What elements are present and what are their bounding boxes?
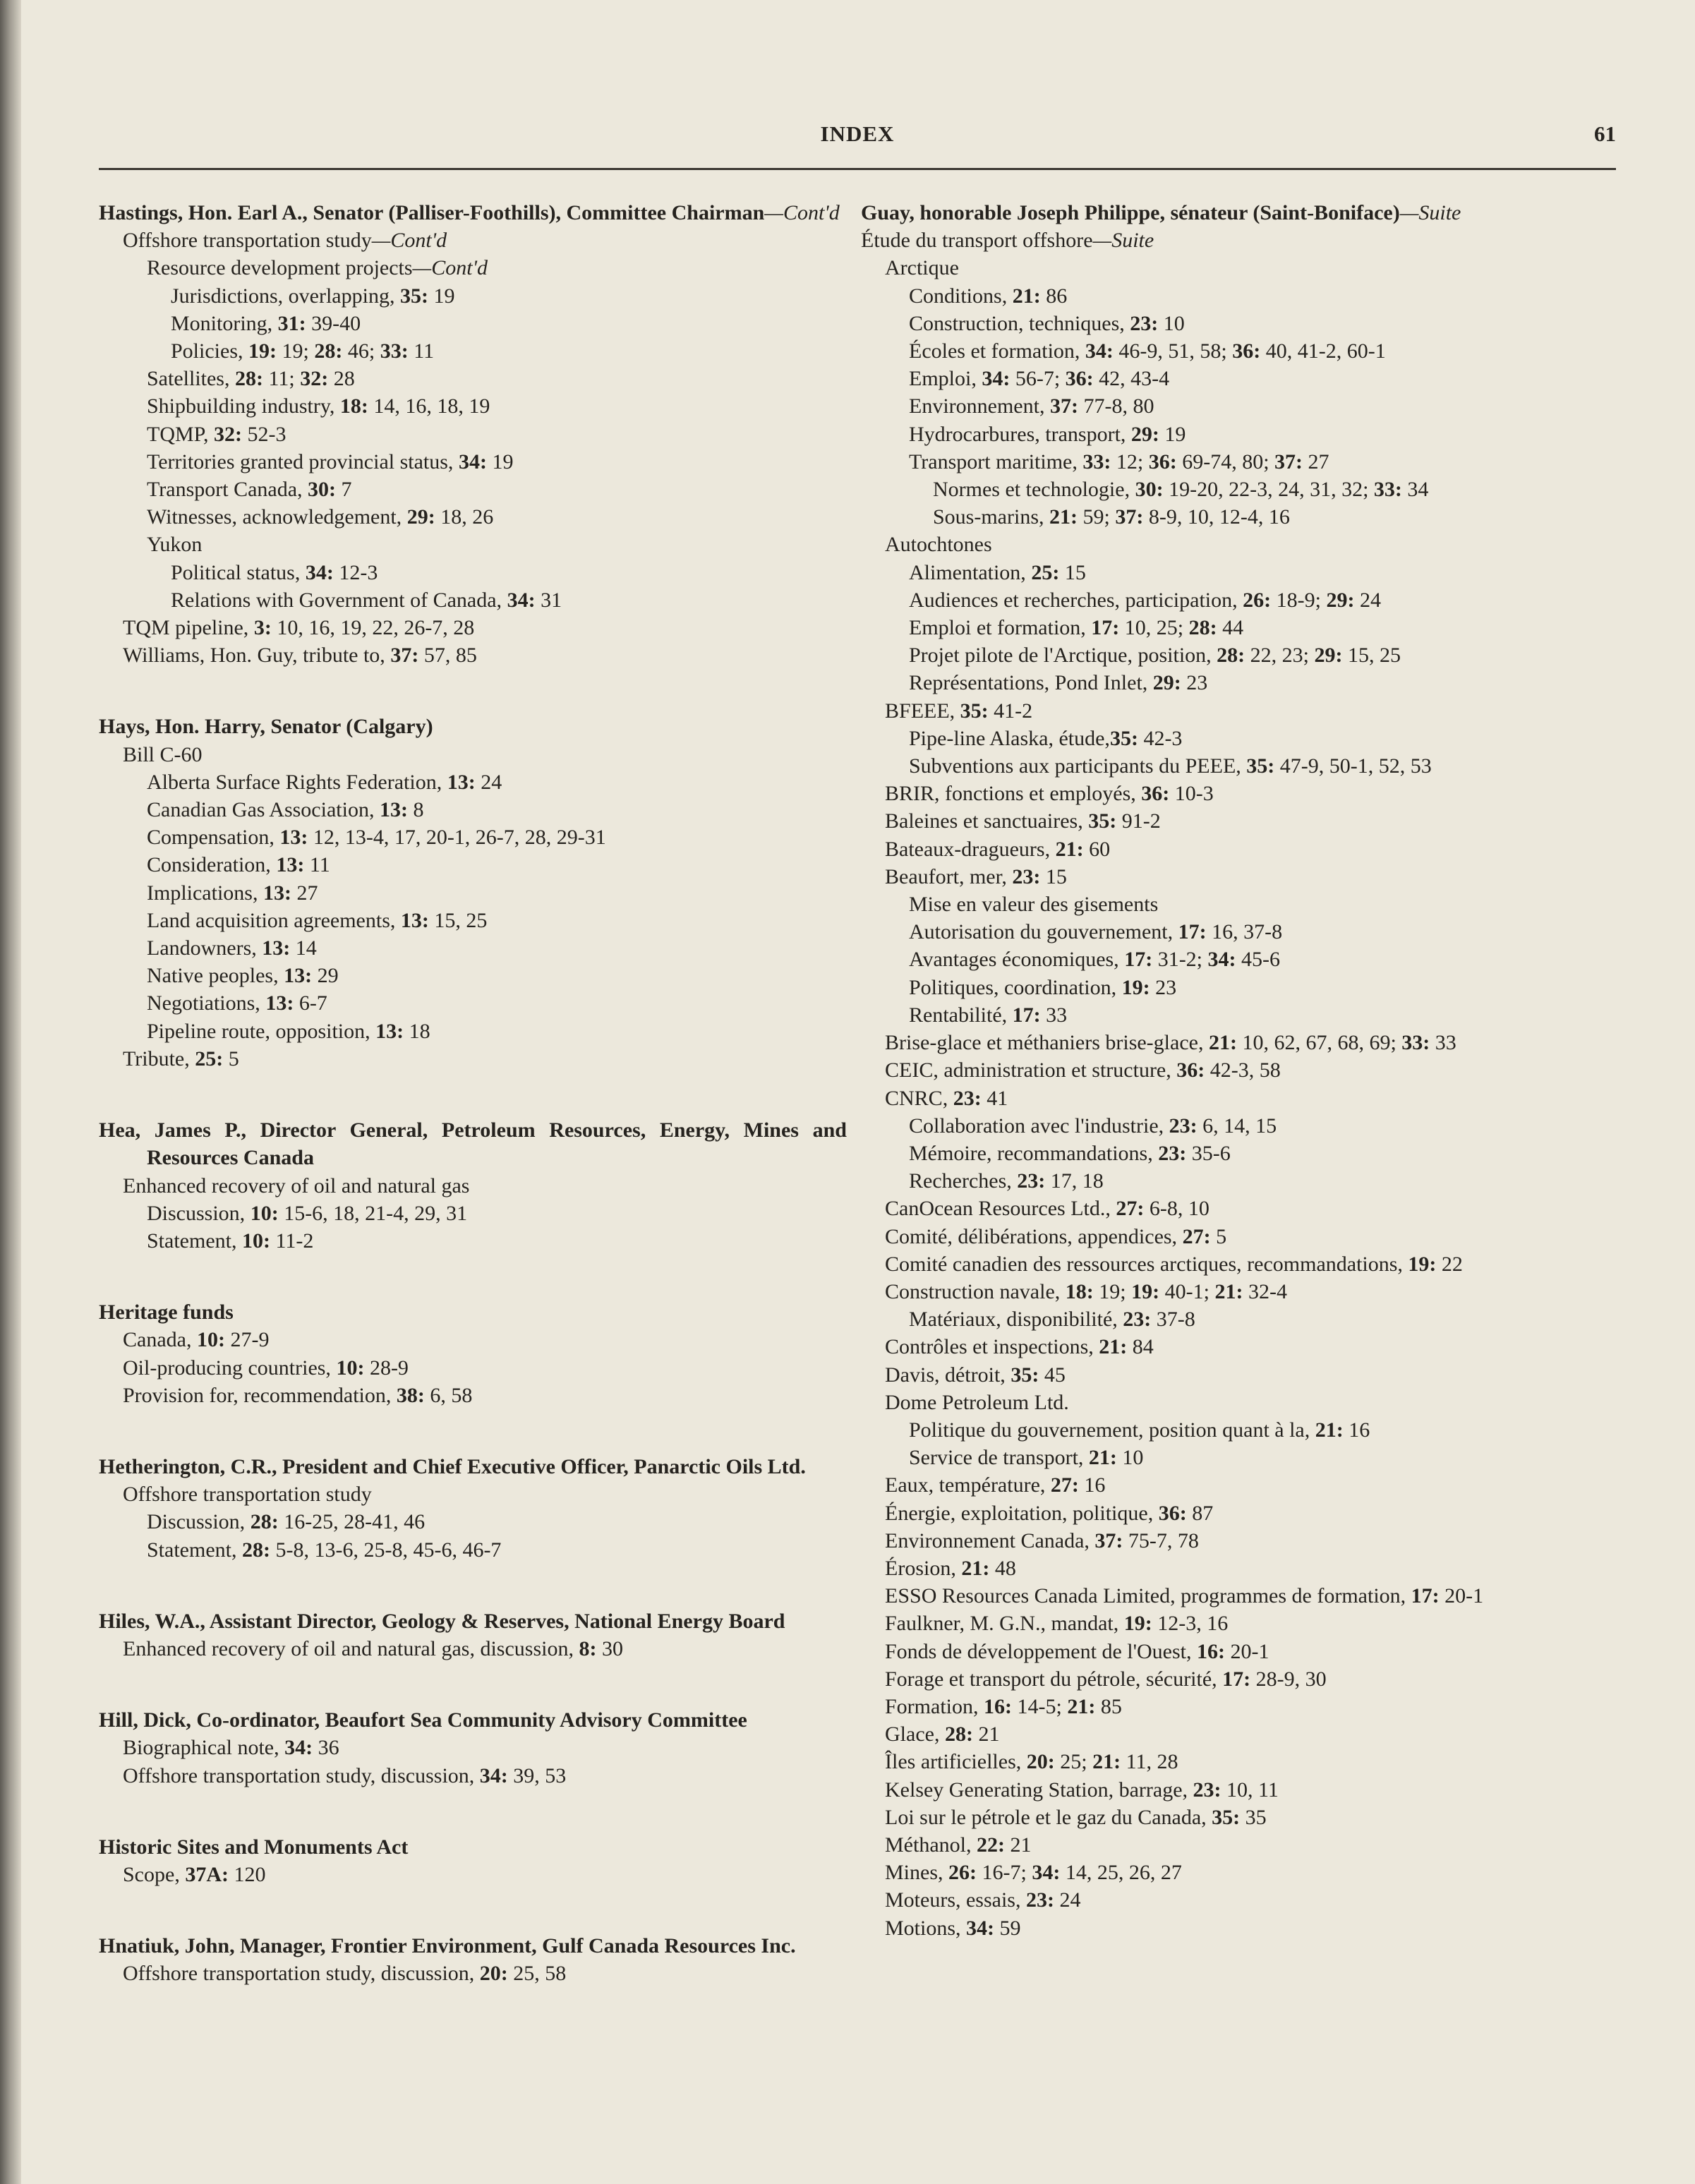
index-subentry: Subventions aux participants du PEEE, 35: 47-9, 50-1, 52, 53 <box>909 754 1432 778</box>
index-subentry: Alberta Surface Rights Federation, 13: 24 <box>147 770 502 794</box>
header-rule <box>99 168 1616 170</box>
page-title: INDEX <box>820 121 895 146</box>
index-entry-heading: Hiles, W.A., Assistant Director, Geology & Reserves, National Energy Board <box>99 1609 785 1633</box>
index-subentry: Sous-marins, 21: 59; 37: 8-9, 10, 12-4, 16 <box>933 505 1290 529</box>
index-entry <box>861 199 1623 1942</box>
index-subentry: Provision for, recommendation, 38: 6, 58 <box>123 1383 473 1407</box>
index-subentry: Audiences et recherches, participation, 26: 18-9; 29: 24 <box>909 588 1381 612</box>
index-subentry: Enhanced recovery of oil and natural gas <box>123 1174 470 1197</box>
index-subentry: Biographical note, 34: 36 <box>123 1736 339 1760</box>
index-subentry: Offshore transportation study <box>123 1483 372 1507</box>
index-subentry: Dome Petroleum Ltd. <box>885 1390 1069 1414</box>
index-subentry: Comité canadien des ressources arctiques, recommandations, 19: 22 <box>885 1252 1463 1276</box>
index-subentry: Étude du transport offshore—Suite <box>861 229 1154 253</box>
index-subentry: Offshore transportation study, discussion, 34: 39, 53 <box>123 1763 567 1787</box>
page-header <box>99 121 1616 171</box>
index-subentry: Davis, détroit, 35: 45 <box>885 1363 1066 1387</box>
index-subentry: Forage et transport du pétrole, sécurité, 17: 28-9, 30 <box>885 1667 1327 1691</box>
page-number: 61 <box>1594 121 1616 146</box>
index-entry <box>99 1453 847 1564</box>
index-subentry: BFEEE, 35: 41-2 <box>885 699 1033 723</box>
index-subentry: Îles artificielles, 20: 25; 21: 11, 28 <box>885 1750 1178 1774</box>
index-subentry: Rentabilité, 17: 33 <box>909 1003 1068 1027</box>
index-subentry: TQM pipeline, 3: 10, 16, 19, 22, 26-7, 28 <box>123 616 475 640</box>
index-subentry: Policies, 19: 19; 28: 46; 33: 11 <box>171 339 435 363</box>
index-subentry: Native peoples, 13: 29 <box>147 964 339 988</box>
index-subentry: Canadian Gas Association, 13: 8 <box>147 798 424 822</box>
index-subentry: Alimentation, 25: 15 <box>909 560 1086 584</box>
index-subentry: Land acquisition agreements, 13: 15, 25 <box>147 908 488 932</box>
index-subentry: Transport maritime, 33: 12; 36: 69-74, 80; 37: 27 <box>909 450 1329 473</box>
index-subentry: Motions, 34: 59 <box>885 1916 1021 1940</box>
index-subentry: Shipbuilding industry, 18: 14, 16, 18, 19 <box>147 394 490 418</box>
index-subentry: Landowners, 13: 14 <box>147 936 317 960</box>
index-subentry: Territories granted provincial status, 34: 19 <box>147 450 514 473</box>
index-entry <box>99 713 847 1073</box>
index-entry-heading: Hea, James P., Director General, Petroleum Resources, Energy, Mines and Resources Canada <box>99 1118 847 1170</box>
index-subentry: ESSO Resources Canada Limited, programmes de formation, 17: 20-1 <box>885 1584 1484 1608</box>
index-subentry: Conditions, 21: 86 <box>909 284 1068 308</box>
left-column <box>99 199 847 1988</box>
index-subentry: Political status, 34: 12-3 <box>171 560 378 584</box>
index-entry-heading: Historic Sites and Monuments Act <box>99 1835 409 1859</box>
index-subentry: Transport Canada, 30: 7 <box>147 478 352 502</box>
index-subentry: Comité, délibérations, appendices, 27: 5 <box>885 1224 1227 1248</box>
index-subentry: Hydrocarbures, transport, 29: 19 <box>909 422 1186 446</box>
index-entry-heading: Heritage funds <box>99 1301 234 1325</box>
index-subentry: Discussion, 10: 15-6, 18, 21-4, 29, 31 <box>147 1201 468 1225</box>
index-subentry: Witnesses, acknowledgement, 29: 18, 26 <box>147 505 494 529</box>
index-entry-heading: Hill, Dick, Co-ordinator, Beaufort Sea Community Advisory Committee <box>99 1708 747 1732</box>
index-subentry: Offshore transportation study, discussion, 20: 25, 58 <box>123 1962 567 1986</box>
index-subentry: Représentations, Pond Inlet, 29: 23 <box>909 671 1208 695</box>
index-entry <box>99 199 847 669</box>
index-subentry: Implications, 13: 27 <box>147 881 318 905</box>
index-subentry: CanOcean Resources Ltd., 27: 6-8, 10 <box>885 1197 1210 1221</box>
index-subentry: Politiques, coordination, 19: 23 <box>909 975 1177 999</box>
index-subentry: Fonds de développement de l'Ouest, 16: 20-1 <box>885 1639 1269 1663</box>
index-subentry: Consideration, 13: 11 <box>147 853 330 877</box>
index-subentry: Érosion, 21: 48 <box>885 1556 1016 1580</box>
index-entry-heading: Hnatiuk, John, Manager, Frontier Environment, Gulf Canada Resources Inc. <box>99 1934 796 1958</box>
index-subentry: Bill C-60 <box>123 742 203 766</box>
index-subentry: Autorisation du gouvernement, 17: 16, 37-8 <box>909 920 1283 944</box>
index-subentry: Méthanol, 22: 21 <box>885 1833 1032 1857</box>
index-subentry: Bateaux-dragueurs, 21: 60 <box>885 837 1111 861</box>
index-subentry: Construction, techniques, 23: 10 <box>909 311 1185 335</box>
index-entry-heading: Hays, Hon. Harry, Senator (Calgary) <box>99 715 433 739</box>
index-entry <box>99 1932 847 1987</box>
index-subentry: Pipe-line Alaska, étude,35: 42-3 <box>909 726 1183 750</box>
index-subentry: Yukon <box>147 533 203 557</box>
index-subentry: Autochtones <box>885 533 992 557</box>
index-subentry: Williams, Hon. Guy, tribute to, 37: 57, 85 <box>123 644 477 668</box>
index-subentry: Enhanced recovery of oil and natural gas, discussion, 8: 30 <box>123 1636 623 1660</box>
index-subentry: Oil-producing countries, 10: 28-9 <box>123 1356 409 1380</box>
index-entry-heading: Hastings, Hon. Earl A., Senator (Palliser-Foothills), Committee Chairman—Cont'd <box>99 201 840 224</box>
index-subentry: Recherches, 23: 17, 18 <box>909 1169 1104 1193</box>
index-subentry: Discussion, 28: 16-25, 28-41, 46 <box>147 1510 426 1534</box>
index-subentry: Loi sur le pétrole et le gaz du Canada, 35: 35 <box>885 1805 1267 1829</box>
index-subentry: Pipeline route, opposition, 13: 18 <box>147 1019 430 1043</box>
index-subentry: Monitoring, 31: 39-40 <box>171 311 361 335</box>
index-subentry: Emploi, 34: 56-7; 36: 42, 43-4 <box>909 367 1170 391</box>
index-subentry: Énergie, exploitation, politique, 36: 87 <box>885 1501 1214 1525</box>
index-subentry: Projet pilote de l'Arctique, position, 28: 22, 23; 29: 15, 25 <box>909 644 1401 668</box>
index-subentry: Negotiations, 13: 6-7 <box>147 991 327 1015</box>
index-subentry: Eaux, température, 27: 16 <box>885 1473 1106 1497</box>
index-entry <box>99 1607 847 1663</box>
index-subentry: Arctique <box>885 256 959 280</box>
index-subentry: Offshore transportation study—Cont'd <box>123 229 447 253</box>
index-entry-heading: Guay, honorable Joseph Philippe, sénateur (Saint-Boniface)—Suite <box>861 201 1461 224</box>
index-entry <box>99 1833 847 1888</box>
index-subentry: Mise en valeur des gisements <box>909 893 1159 917</box>
index-subentry: CEIC, administration et structure, 36: 42-3, 58 <box>885 1058 1281 1082</box>
index-subentry: Mines, 26: 16-7; 34: 14, 25, 26, 27 <box>885 1861 1182 1885</box>
book-spine-shadow <box>0 0 21 2184</box>
index-subentry: Canada, 10: 27-9 <box>123 1328 270 1352</box>
index-subentry: Tribute, 25: 5 <box>123 1046 239 1070</box>
index-entry <box>99 1298 847 1409</box>
index-subentry: BRIR, fonctions et employés, 36: 10-3 <box>885 782 1214 806</box>
index-subentry: Jurisdictions, overlapping, 35: 19 <box>171 284 455 308</box>
index-subentry: Politique du gouvernement, position quant à la, 21: 16 <box>909 1418 1370 1442</box>
index-subentry: Environnement Canada, 37: 75-7, 78 <box>885 1528 1199 1552</box>
index-subentry: Moteurs, essais, 23: 24 <box>885 1888 1081 1912</box>
index-subentry: Mémoire, recommandations, 23: 35-6 <box>909 1141 1231 1165</box>
index-subentry: Faulkner, M. G.N., mandat, 19: 12-3, 16 <box>885 1612 1229 1636</box>
index-subentry: Statement, 10: 11-2 <box>147 1229 314 1253</box>
index-subentry: TQMP, 32: 52-3 <box>147 422 286 446</box>
index-subentry: Beaufort, mer, 23: 15 <box>885 864 1067 888</box>
index-subentry: Glace, 28: 21 <box>885 1723 1000 1746</box>
index-entry-heading: Hetherington, C.R., President and Chief Executive Officer, Panarctic Oils Ltd. <box>99 1454 806 1478</box>
index-subentry: Brise-glace et méthaniers brise-glace, 21: 10, 62, 67, 68, 69; 33: 33 <box>885 1031 1456 1055</box>
index-subentry: Emploi et formation, 17: 10, 25; 28: 44 <box>909 616 1244 640</box>
index-subentry: Construction navale, 18: 19; 19: 40-1; 21: 32-4 <box>885 1279 1287 1303</box>
index-subentry: Contrôles et inspections, 21: 84 <box>885 1335 1154 1359</box>
index-entry <box>99 1116 847 1255</box>
index-subentry: Service de transport, 21: 10 <box>909 1446 1144 1470</box>
index-subentry: Matériaux, disponibilité, 23: 37-8 <box>909 1308 1195 1332</box>
index-subentry: Statement, 28: 5-8, 13-6, 25-8, 45-6, 46-7 <box>147 1538 502 1562</box>
index-subentry: Resource development projects—Cont'd <box>147 256 488 280</box>
index-subentry: Collaboration avec l'industrie, 23: 6, 14, 15 <box>909 1114 1277 1138</box>
index-entry <box>99 1706 847 1790</box>
index-subentry: Normes et technologie, 30: 19-20, 22-3, 24, 31, 32; 33: 34 <box>933 478 1429 502</box>
index-subentry: Avantages économiques, 17: 31-2; 34: 45-6 <box>909 948 1281 972</box>
right-column <box>861 199 1623 1942</box>
index-subentry: Scope, 37A: 120 <box>123 1862 266 1886</box>
index-subentry: Compensation, 13: 12, 13-4, 17, 20-1, 26-7, 28, 29-31 <box>147 826 606 850</box>
index-subentry: Satellites, 28: 11; 32: 28 <box>147 367 355 391</box>
index-subentry: Environnement, 37: 77-8, 80 <box>909 394 1154 418</box>
index-subentry: Kelsey Generating Station, barrage, 23: 10, 11 <box>885 1778 1279 1802</box>
index-subentry: CNRC, 23: 41 <box>885 1086 1008 1110</box>
index-subentry: Écoles et formation, 34: 46-9, 51, 58; 36: 40, 41-2, 60-1 <box>909 339 1386 363</box>
index-subentry: Relations with Government of Canada, 34: 31 <box>171 588 562 612</box>
index-subentry: Formation, 16: 14-5; 21: 85 <box>885 1694 1122 1718</box>
index-subentry: Baleines et sanctuaires, 35: 91-2 <box>885 809 1161 833</box>
